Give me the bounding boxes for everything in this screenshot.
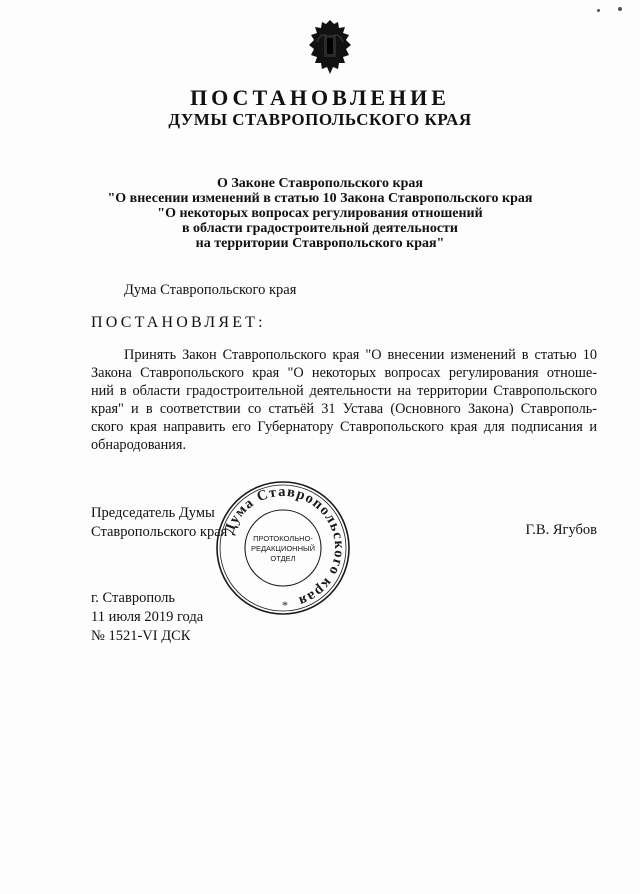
date: 11 июля 2019 года — [91, 609, 204, 625]
body-line: обнародования. — [91, 437, 187, 453]
city: г. Ставрополь — [91, 590, 176, 606]
subject-line: на территории Ставропольского края" — [195, 236, 445, 251]
stamp-star-icon: * — [282, 598, 288, 612]
scan-dot — [597, 9, 600, 12]
coat-of-arms-icon — [305, 18, 355, 76]
body-line: Принять Закон Ставропольского края "О внесении изменений в статью 10 — [124, 347, 597, 363]
subject-line: "О некоторых вопросах регулирования отношений — [157, 206, 483, 221]
subject-line: в области градостроительной деятельности — [182, 221, 458, 236]
position-line: Ставропольского края — [91, 524, 228, 540]
resolves-heading: ПОСТАНОВЛЯЕТ: — [91, 314, 266, 331]
document-subtitle: ДУМЫ СТАВРОПОЛЬСКОГО КРАЯ — [168, 110, 472, 129]
stamp-inner-text: ОТДЕЛ — [270, 554, 296, 563]
signatory-position — [91, 504, 227, 542]
official-stamp — [213, 478, 353, 618]
signatory-name: Г.В. Ягубов — [525, 522, 597, 538]
document-subject — [0, 176, 640, 251]
stamp-inner-text: РЕДАКЦИОННЫЙ — [250, 544, 316, 553]
stamp-inner-text: ПРОТОКОЛЬНО- — [253, 534, 313, 543]
position-line: Председатель Думы — [91, 505, 215, 521]
scan-dot — [618, 7, 622, 11]
body-line: Закона Ставропольского края "О некоторых вопросах регулирования отноше- — [91, 365, 597, 381]
document-number: № 1521-VI ДСК — [91, 628, 191, 644]
stamp-ring-text: Дума Ставропольского края — [221, 483, 348, 610]
body-line: ского края направить его Губернатору Ставропольского края для подписания и — [91, 419, 597, 435]
body-paragraph — [91, 346, 597, 454]
preamble: Дума Ставропольского края — [124, 282, 297, 298]
subject-line: "О внесении изменений в статью 10 Закона Ставропольского края — [107, 191, 533, 206]
document-footer — [91, 589, 203, 646]
document-title: ПОСТАНОВЛЕНИЕ — [190, 85, 450, 110]
body-line: ний в области градостроительной деятельности на территории Ставропольского — [91, 383, 597, 399]
body-line: края" и в соответствии со статьёй 31 Устава (Основного Закона) Ставрополь- — [91, 401, 597, 417]
subject-line: О Законе Ставропольского края — [217, 176, 423, 191]
